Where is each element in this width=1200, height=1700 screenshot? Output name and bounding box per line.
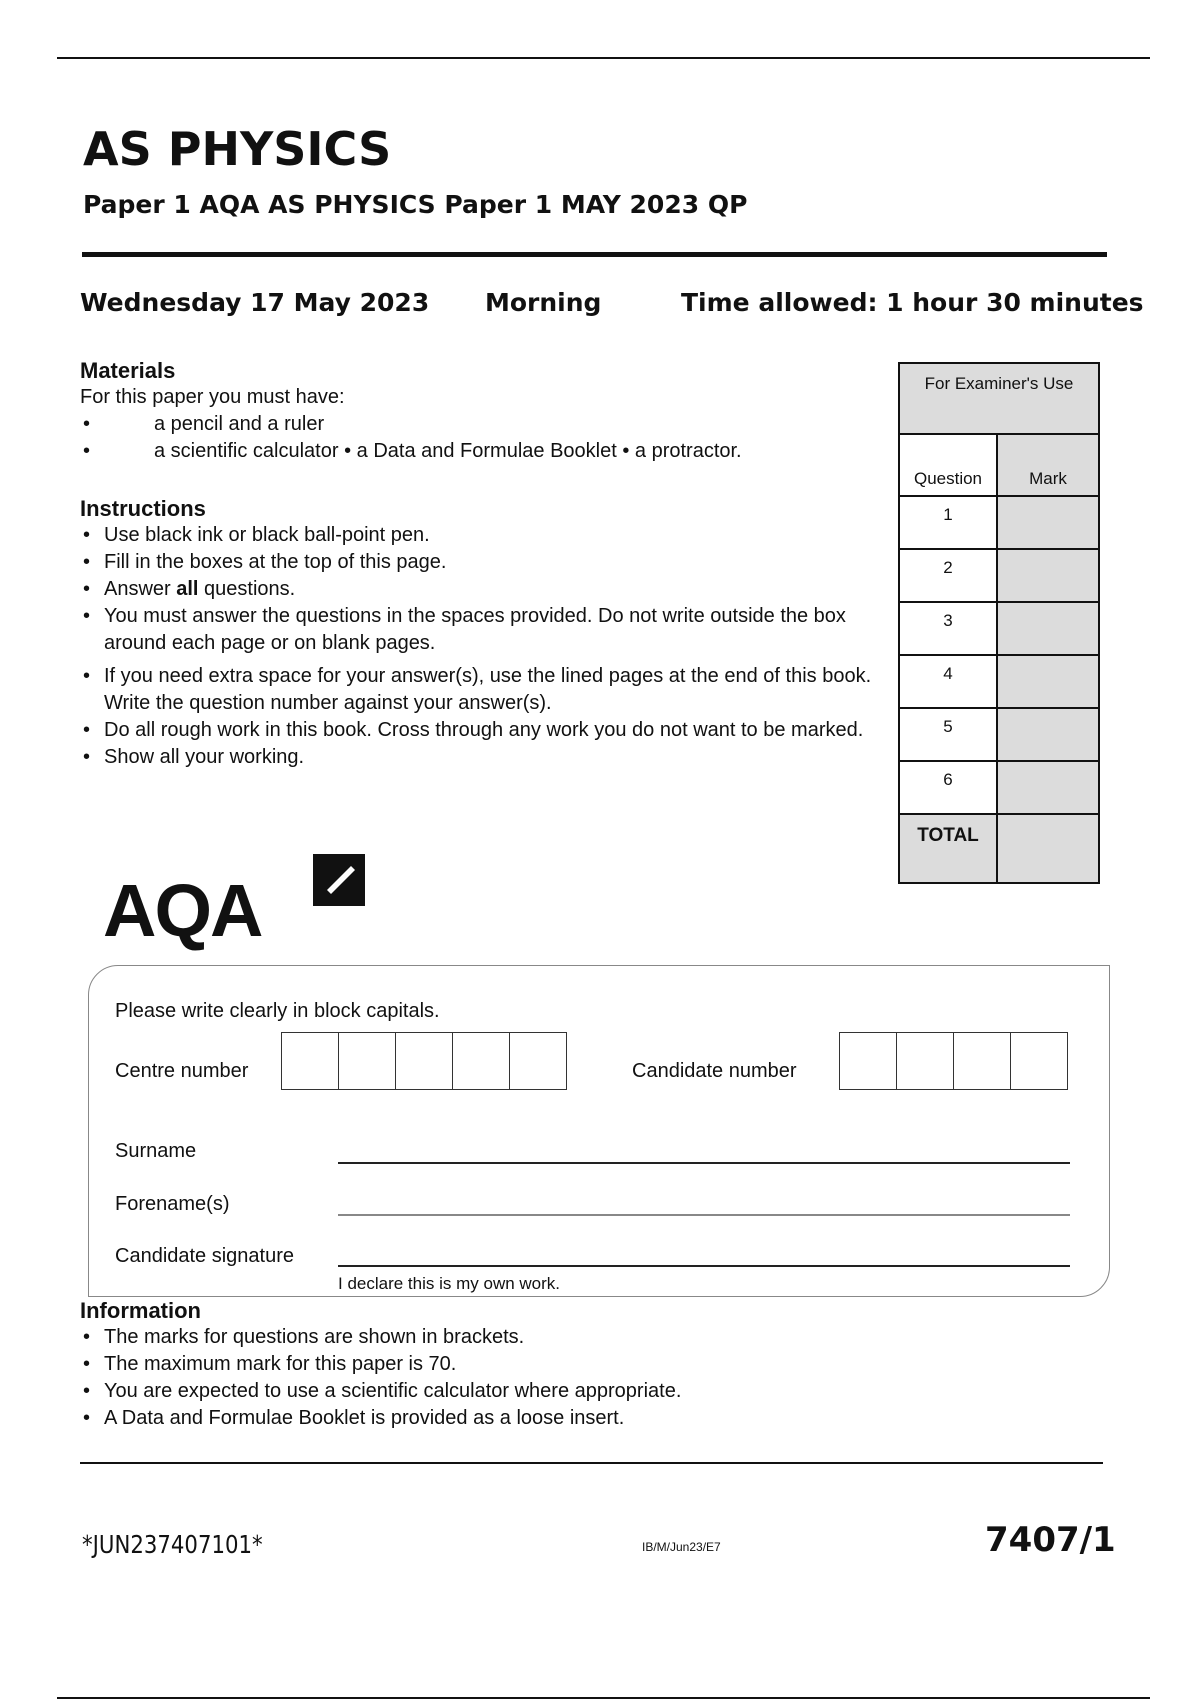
examiner-use-table [898, 362, 1100, 884]
centre-number-input[interactable] [281, 1032, 567, 1090]
question-cell: 2 [899, 549, 997, 602]
materials-intro: For this paper you must have: [80, 386, 345, 408]
signature-label: Candidate signature [115, 1245, 295, 1267]
declaration-text: I declare this is my own work. [338, 1274, 561, 1293]
materials-section [80, 358, 880, 465]
aqa-logo [103, 850, 373, 952]
instructions-section [80, 496, 880, 771]
paper-code: 7407/1 [985, 1520, 1116, 1560]
candidate-number-input[interactable] [839, 1032, 1068, 1090]
materials-item: • a scientific calculator • a Data and Formulae Booklet • a protractor. [80, 438, 880, 465]
footer-rule [80, 1462, 1103, 1464]
question-cell: 1 [899, 496, 997, 549]
emphasis-all: all [176, 578, 199, 600]
mark-cell[interactable] [997, 549, 1099, 602]
instruction-item: • Use black ink or black ball-point pen. [80, 522, 880, 549]
materials-heading: Materials [80, 358, 176, 383]
surname-label: Surname [115, 1140, 197, 1162]
exam-date: Wednesday 17 May 2023 [80, 288, 430, 317]
bottom-rule [57, 1697, 1150, 1699]
instruction-item: • If you need extra space for your answer(s), use the lined pages at the end of this book. Write the question number against your answer(s). [80, 663, 880, 717]
instructions-heading: Instructions [80, 496, 206, 521]
materials-item: • a pencil and a ruler [80, 411, 880, 438]
mark-cell[interactable] [997, 496, 1099, 549]
information-item: • A Data and Formulae Booklet is provided as a loose insert. [80, 1405, 980, 1432]
mark-cell[interactable] [997, 655, 1099, 708]
exam-session: Morning [485, 288, 602, 317]
question-header: Question [899, 434, 997, 496]
time-allowed: Time allowed: 1 hour 30 minutes [681, 288, 1144, 317]
question-cell: 4 [899, 655, 997, 708]
paper-subtitle: Paper 1 AQA AS PHYSICS Paper 1 MAY 2023 QP [83, 190, 748, 219]
question-cell: 5 [899, 708, 997, 761]
aqa-logo-text: AQA [103, 869, 262, 952]
barcode-text: *JUN237407101* [82, 1530, 263, 1559]
instruction-item: • Fill in the boxes at the top of this page. [80, 549, 880, 576]
centre-number-label: Centre number [115, 1060, 249, 1082]
mark-cell[interactable] [997, 602, 1099, 655]
question-cell: 3 [899, 602, 997, 655]
examiner-table-title: For Examiner's Use [899, 363, 1099, 434]
total-mark-cell[interactable] [997, 814, 1099, 883]
candidate-number-label: Candidate number [632, 1060, 797, 1082]
header-rule [82, 252, 1107, 257]
instruction-item: • You must answer the questions in the spaces provided. Do not write outside the box around each page or on blank pages. [80, 603, 880, 657]
information-heading: Information [80, 1298, 201, 1323]
mark-header: Mark [997, 434, 1099, 496]
top-rule [57, 57, 1150, 59]
signature-input[interactable] [338, 1265, 1070, 1267]
information-item: • The maximum mark for this paper is 70. [80, 1351, 980, 1378]
mark-cell[interactable] [997, 761, 1099, 814]
surname-input[interactable] [338, 1162, 1070, 1164]
instruction-item: • Show all your working. [80, 744, 880, 771]
information-item: • You are expected to use a scientific calculator where appropriate. [80, 1378, 980, 1405]
instruction-item: • Do all rough work in this book. Cross through any work you do not want to be marked. [80, 717, 880, 744]
aqa-logo-mark-icon [309, 850, 369, 910]
total-label: TOTAL [899, 814, 997, 883]
question-cell: 6 [899, 761, 997, 814]
block-capitals-prompt: Please write clearly in block capitals. [115, 1000, 440, 1022]
information-section [80, 1298, 980, 1432]
forename-input[interactable] [338, 1214, 1070, 1216]
mark-cell[interactable] [997, 708, 1099, 761]
page-title: AS PHYSICS [83, 122, 392, 176]
reference-code: IB/M/Jun23/E7 [642, 1540, 721, 1554]
instruction-item: • Answer all questions. [80, 576, 880, 603]
information-item: • The marks for questions are shown in brackets. [80, 1324, 980, 1351]
forename-label: Forename(s) [115, 1193, 230, 1215]
